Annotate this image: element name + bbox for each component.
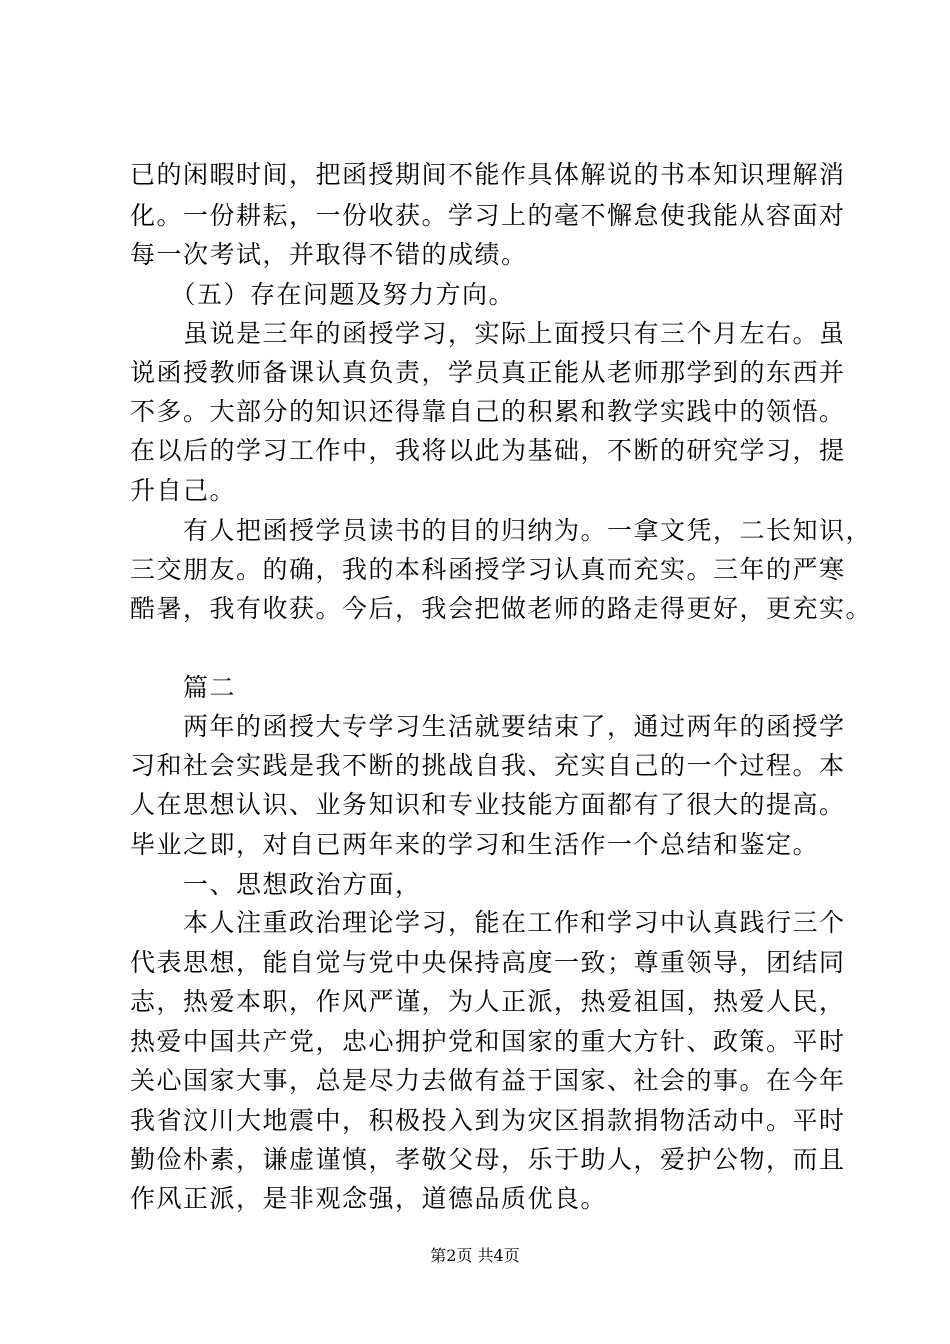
- text-line: 习和社会实践是我不断的挑战自我、充实自己的一个过程。本: [130, 751, 846, 780]
- text-line: 代表思想，能自觉与党中央保持高度一致；尊重领导，团结同: [130, 948, 846, 977]
- text-line: 不多。大部分的知识还得靠自己的积累和教学实践中的领悟。: [130, 397, 846, 426]
- text-line: 虽说是三年的函授学习，实际上面授只有三个月左右。虽: [130, 319, 846, 348]
- text-line: 热爱中国共产党，忠心拥护党和国家的重大方针、政策。平时: [130, 1027, 846, 1056]
- text-line: 我省汶川大地震中，积极投入到为灾区捐款捐物活动中。平时: [130, 1106, 846, 1135]
- section-heading: 篇二: [130, 673, 237, 702]
- text-line: 志，热爱本职，作风严谨，为人正派，热爱祖国，热爱人民，: [130, 987, 846, 1016]
- section-heading: （五）存在问题及努力方向。: [130, 280, 516, 309]
- text-line: 已的闲暇时间，把函授期间不能作具体解说的书本知识理解消: [130, 160, 846, 189]
- text-line: 每一次考试，并取得不错的成绩。: [130, 240, 528, 269]
- text-line: 两年的函授大专学习生活就要结束了，通过两年的函授学: [130, 712, 846, 741]
- page-number: 第2页 共4页: [430, 1246, 520, 1265]
- section-heading: 一、思想政治方面，: [130, 870, 422, 899]
- text-line: 关心国家大事，总是尽力去做有益于国家、社会的事。在今年: [130, 1066, 846, 1095]
- text-line: 有人把函授学员读书的目的归纳为。一拿文凭，二长知识，: [130, 516, 873, 545]
- text-line: 化。一份耕耘，一份收获。学习上的毫不懈怠使我能从容面对: [130, 201, 846, 230]
- text-line: 勤俭朴素，谦虚谨慎，孝敬父母，乐于助人，爱护公物，而且: [130, 1145, 846, 1174]
- text-line: 三交朋友。的确，我的本科函授学习认真而充实。三年的严寒: [130, 555, 846, 584]
- text-line: 升自己。: [130, 476, 237, 505]
- text-line: 本人注重政治理论学习，能在工作和学习中认真践行三个: [130, 908, 846, 937]
- text-line: 酷暑，我有收获。今后，我会把做老师的路走得更好，更充实。: [130, 594, 873, 623]
- text-line: 说函授教师备课认真负责，学员真正能从老师那学到的东西并: [130, 358, 846, 387]
- text-line: 作风正派，是非观念强，道德品质优良。: [130, 1184, 608, 1213]
- text-line: 人在思想认识、业务知识和专业技能方面都有了很大的提高。: [130, 790, 846, 819]
- text-line: 毕业之即，对自已两年来的学习和生活作一个总结和鉴定。: [130, 830, 820, 859]
- text-line: 在以后的学习工作中，我将以此为基础，不断的研究学习，提: [130, 436, 846, 465]
